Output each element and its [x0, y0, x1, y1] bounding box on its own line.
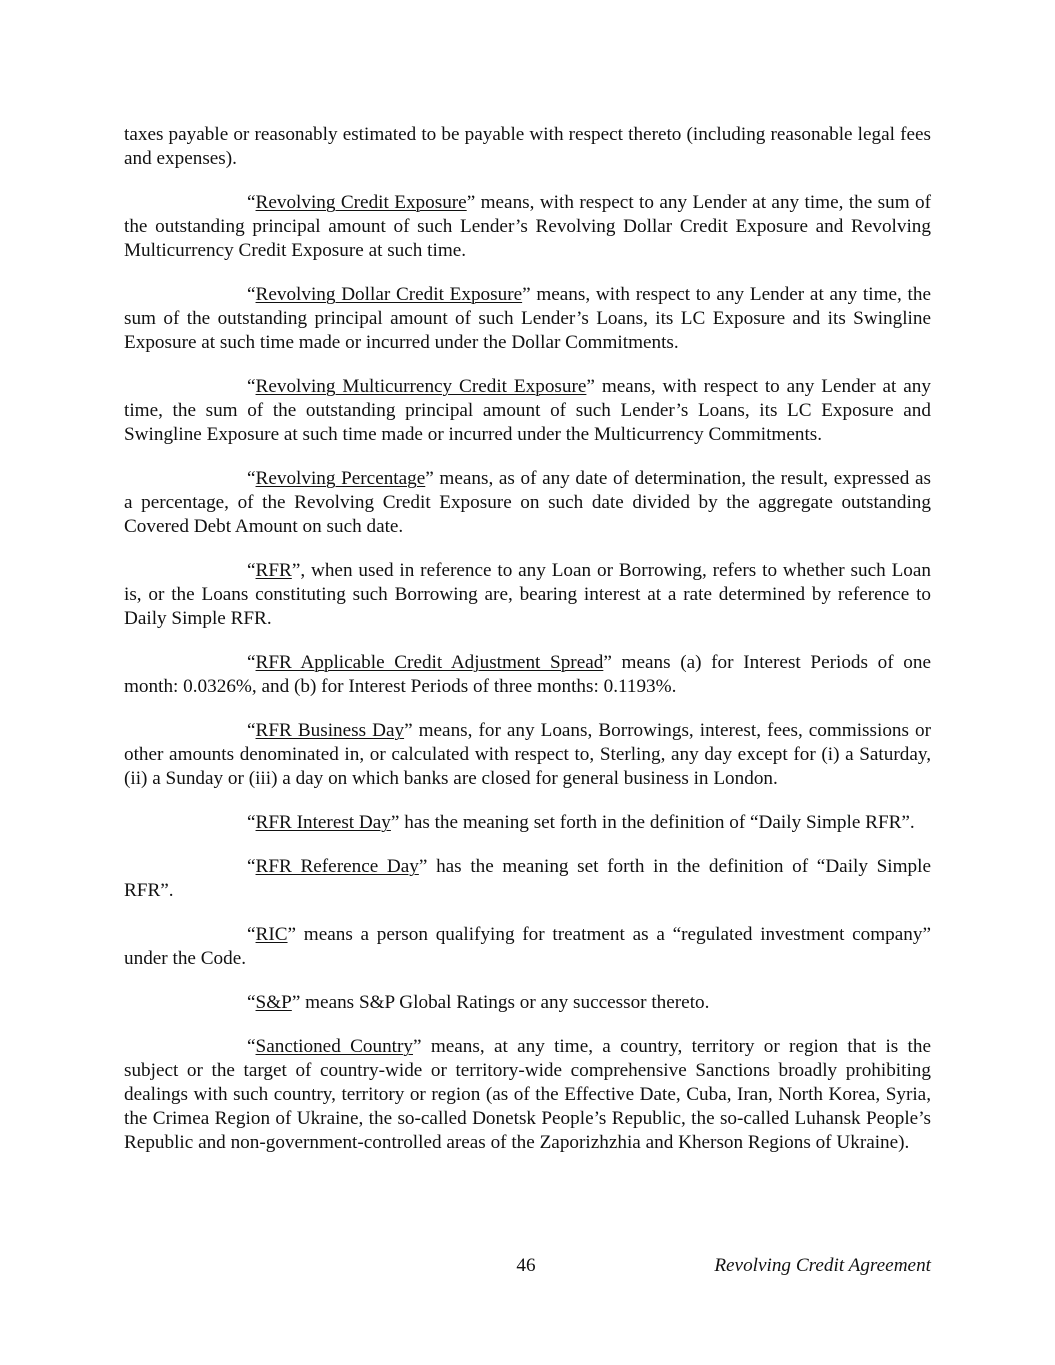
defined-term: RFR Applicable Credit Adjustment Spread [255, 652, 604, 673]
open-quote: “ [247, 468, 256, 489]
definition-text: ”, when used in reference to any Loan or Borrowing, refers to whether such Loan is, or the Loans constituting such Borrowing are, bearing interest at a rate determined by reference to Daily Simple RFR. [124, 560, 931, 629]
open-quote: “ [247, 856, 256, 877]
definition-paragraph [124, 811, 931, 835]
open-quote: “ [247, 376, 256, 397]
open-quote: “ [247, 284, 256, 305]
definition-paragraph [124, 923, 931, 971]
definition-paragraph [124, 651, 931, 699]
open-quote: “ [247, 992, 256, 1013]
definition-text: ” means, with respect to any Lender at any time, the sum of the outstanding principal amount of such Lender’s Loans, its LC Exposure and its Swingline Exposure at such time made or incurred under the Dollar Commitments. [124, 284, 931, 353]
open-quote: “ [247, 720, 256, 741]
definition-text: ” has the meaning set forth in the definition of “Daily Simple RFR”. [390, 812, 915, 833]
definition-text: ” means, at any time, a country, territory or region that is the subject or the target of country-wide or territory-wide comprehensive Sanctions broadly prohibiting dealings with such country, territory or region (as of the Effective Date, Cuba, Iran, North Korea, Syria, the Crimea Region of Ukraine, the so-called Donetsk People’s Republic, the so-called Luhansk People’s Republic and non-government-controlled areas of the Zaporizhzhia and Kherson Regions of Ukraine). [124, 1036, 932, 1153]
defined-term: Revolving Dollar Credit Exposure [255, 284, 523, 305]
defined-term: Sanctioned Country [255, 1036, 413, 1057]
definition-paragraph [124, 559, 931, 631]
defined-term: Revolving Percentage [255, 468, 426, 489]
document-title: Revolving Credit Agreement [714, 1255, 931, 1276]
definitions-list [124, 191, 931, 1155]
definition-paragraph [124, 991, 931, 1015]
defined-term: S&P [255, 992, 292, 1013]
definition-text: ” means (a) for Interest Periods of one month: 0.0326%, and (b) for Interest Periods of three months: 0.1193%. [124, 652, 931, 697]
defined-term: RFR Business Day [255, 720, 405, 741]
intro-paragraph: taxes payable or reasonably estimated to be payable with respect thereto (including reasonable legal fees and expenses). [124, 124, 931, 169]
definition-paragraph [124, 283, 931, 355]
definition-text: ” means S&P Global Ratings or any successor thereto. [291, 992, 710, 1013]
definition-paragraph [124, 375, 931, 447]
definition-text: ” has the meaning set forth in the definition of “Daily Simple RFR”. [124, 856, 931, 901]
open-quote: “ [247, 924, 256, 945]
open-quote: “ [247, 560, 256, 581]
definition-text: ” means, for any Loans, Borrowings, interest, fees, commissions or other amounts denominated in, or calculated with respect to, Sterling, any day except for (i) a Saturday, (ii) a Sunday or (iii) a day on which banks are closed for general business in London. [124, 720, 931, 789]
definition-paragraph [124, 855, 931, 903]
defined-term: RFR Reference Day [255, 856, 419, 877]
open-quote: “ [247, 812, 256, 833]
definition-text: ” means, as of any date of determination, the result, expressed as a percentage, of the Revolving Credit Exposure on such date divided by the aggregate outstanding Covered Debt Amount on such date. [124, 468, 932, 537]
open-quote: “ [247, 652, 256, 673]
defined-term: RFR Interest Day [255, 812, 391, 833]
definition-paragraph [124, 467, 931, 539]
definition-paragraph [124, 719, 931, 791]
definition-paragraph [124, 1035, 931, 1155]
definition-paragraph [124, 191, 931, 263]
page-number: 46 [516, 1255, 536, 1276]
open-quote: “ [247, 192, 256, 213]
definition-text: ” means, with respect to any Lender at any time, the sum of the outstanding principal amount of such Lender’s Revolving Dollar Credit Exposure and Revolving Multicurrency Credit Exposure at such time. [124, 192, 932, 261]
definition-text: ” means a person qualifying for treatment as a “regulated investment company” under the Code. [124, 924, 931, 969]
defined-term: RFR [255, 560, 292, 581]
defined-term: RIC [255, 924, 288, 945]
definition-text: ” means, with respect to any Lender at any time, the sum of the outstanding principal amount of such Lender’s Loans, its LC Exposure and Swingline Exposure at such time made or incurred under the Multicurrency Commitments. [124, 376, 931, 445]
page-footer [124, 1255, 931, 1281]
defined-term: Revolving Multicurrency Credit Exposure [255, 376, 587, 397]
open-quote: “ [247, 1036, 256, 1057]
defined-term: Revolving Credit Exposure [255, 192, 467, 213]
document-body [124, 123, 931, 1175]
